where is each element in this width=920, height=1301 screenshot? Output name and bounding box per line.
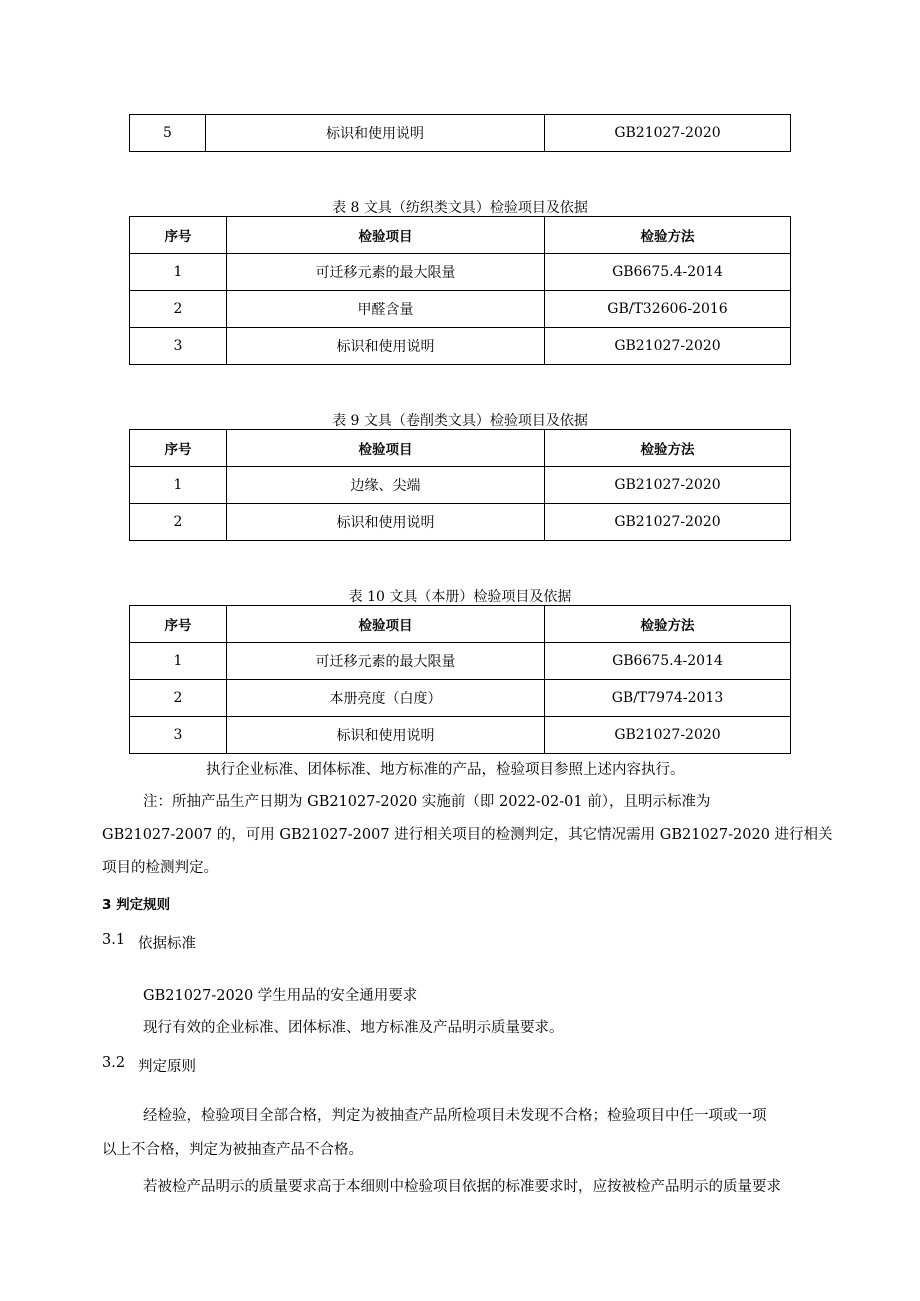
cell-item: 标识和使用说明 — [227, 717, 545, 754]
header-method: 检验方法 — [545, 430, 791, 467]
principle-line-1: 经检验，检验项目全部合格，判定为被抽查产品所检项目未发现不合格；检验项目中任一项或一项 — [143, 1108, 767, 1124]
standard-2: 现行有效的企业标准、团体标准、地方标准及产品明示质量要求。 — [143, 1020, 564, 1036]
table-row — [130, 328, 791, 365]
table-row — [130, 680, 791, 717]
table-row — [130, 291, 791, 328]
note-line-2: GB21027-2007 的，可用 GB21027-2007 进行相关项目的检测判定，其它情况需用 GB21027-2020 进行相关 — [102, 827, 833, 843]
note-line-3: 项目的检测判定。 — [102, 860, 218, 876]
section-3-title: 3 判定规则 — [102, 897, 171, 913]
principle-line-2: 以上不合格，判定为被抽查产品不合格。 — [102, 1142, 363, 1158]
header-no: 序号 — [130, 217, 227, 254]
cell-no: 3 — [130, 328, 227, 365]
table-row — [130, 717, 791, 754]
cell-method: GB21027-2020 — [545, 115, 791, 152]
standard-1: GB21027-2020 学生用品的安全通用要求 — [143, 988, 418, 1004]
cell-no: 3 — [130, 717, 227, 754]
cell-item: 边缘、尖端 — [227, 467, 545, 504]
note-line-1: 注：所抽产品生产日期为 GB21027-2020 实施前（即 2022-02-01 前），且明示标准为 — [143, 794, 711, 810]
section-3-2-number: 3.2 — [102, 1055, 126, 1071]
cell-method: GB21027-2020 — [545, 467, 791, 504]
cell-item: 甲醛含量 — [227, 291, 545, 328]
cell-method: GB6675.4-2014 — [545, 643, 791, 680]
cell-method: GB/T7974-2013 — [545, 680, 791, 717]
table-row — [130, 115, 791, 152]
cell-item: 可迁移元素的最大限量 — [227, 643, 545, 680]
cell-item: 可迁移元素的最大限量 — [227, 254, 545, 291]
header-method: 检验方法 — [545, 606, 791, 643]
table8-caption: 表 8 文具（纺织类文具）检验项目及依据 — [332, 200, 588, 216]
cell-no: 2 — [130, 504, 227, 541]
section-3-1-title: 依据标准 — [138, 936, 196, 952]
table8 — [129, 216, 791, 365]
cell-no: 1 — [130, 643, 227, 680]
cell-no: 2 — [130, 291, 227, 328]
table9 — [129, 429, 791, 541]
cell-no: 2 — [130, 680, 227, 717]
table-header-row — [130, 606, 791, 643]
cell-item: 标识和使用说明 — [227, 328, 545, 365]
cell-item: 标识和使用说明 — [227, 504, 545, 541]
cell-method: GB21027-2020 — [545, 504, 791, 541]
cell-no: 5 — [130, 115, 206, 152]
table-continued — [129, 114, 791, 152]
table-header-row — [130, 217, 791, 254]
table10 — [129, 605, 791, 754]
cell-method: GB21027-2020 — [545, 328, 791, 365]
table9-caption: 表 9 文具（卷削类文具）检验项目及依据 — [332, 413, 588, 429]
last-line: 若被检产品明示的质量要求高于本细则中检验项目依据的标准要求时，应按被检产品明示的质量要求 — [143, 1179, 781, 1195]
cell-method: GB6675.4-2014 — [545, 254, 791, 291]
header-item: 检验项目 — [227, 430, 545, 467]
cell-no: 1 — [130, 467, 227, 504]
header-no: 序号 — [130, 430, 227, 467]
header-no: 序号 — [130, 606, 227, 643]
header-item: 检验项目 — [227, 217, 545, 254]
cell-item: 本册亮度（白度） — [227, 680, 545, 717]
table-header-row — [130, 430, 791, 467]
table-row — [130, 504, 791, 541]
cell-no: 1 — [130, 254, 227, 291]
cell-item: 标识和使用说明 — [206, 115, 545, 152]
table-row — [130, 643, 791, 680]
section-3-2-title: 判定原则 — [138, 1059, 196, 1075]
section-3-1-number: 3.1 — [102, 932, 126, 948]
exec-note: 执行企业标准、团体标准、地方标准的产品，检验项目参照上述内容执行。 — [206, 762, 685, 778]
header-method: 检验方法 — [545, 217, 791, 254]
cell-method: GB/T32606-2016 — [545, 291, 791, 328]
header-item: 检验项目 — [227, 606, 545, 643]
table10-caption: 表 10 文具（本册）检验项目及依据 — [348, 589, 572, 605]
table-row — [130, 254, 791, 291]
cell-method: GB21027-2020 — [545, 717, 791, 754]
table-row — [130, 467, 791, 504]
